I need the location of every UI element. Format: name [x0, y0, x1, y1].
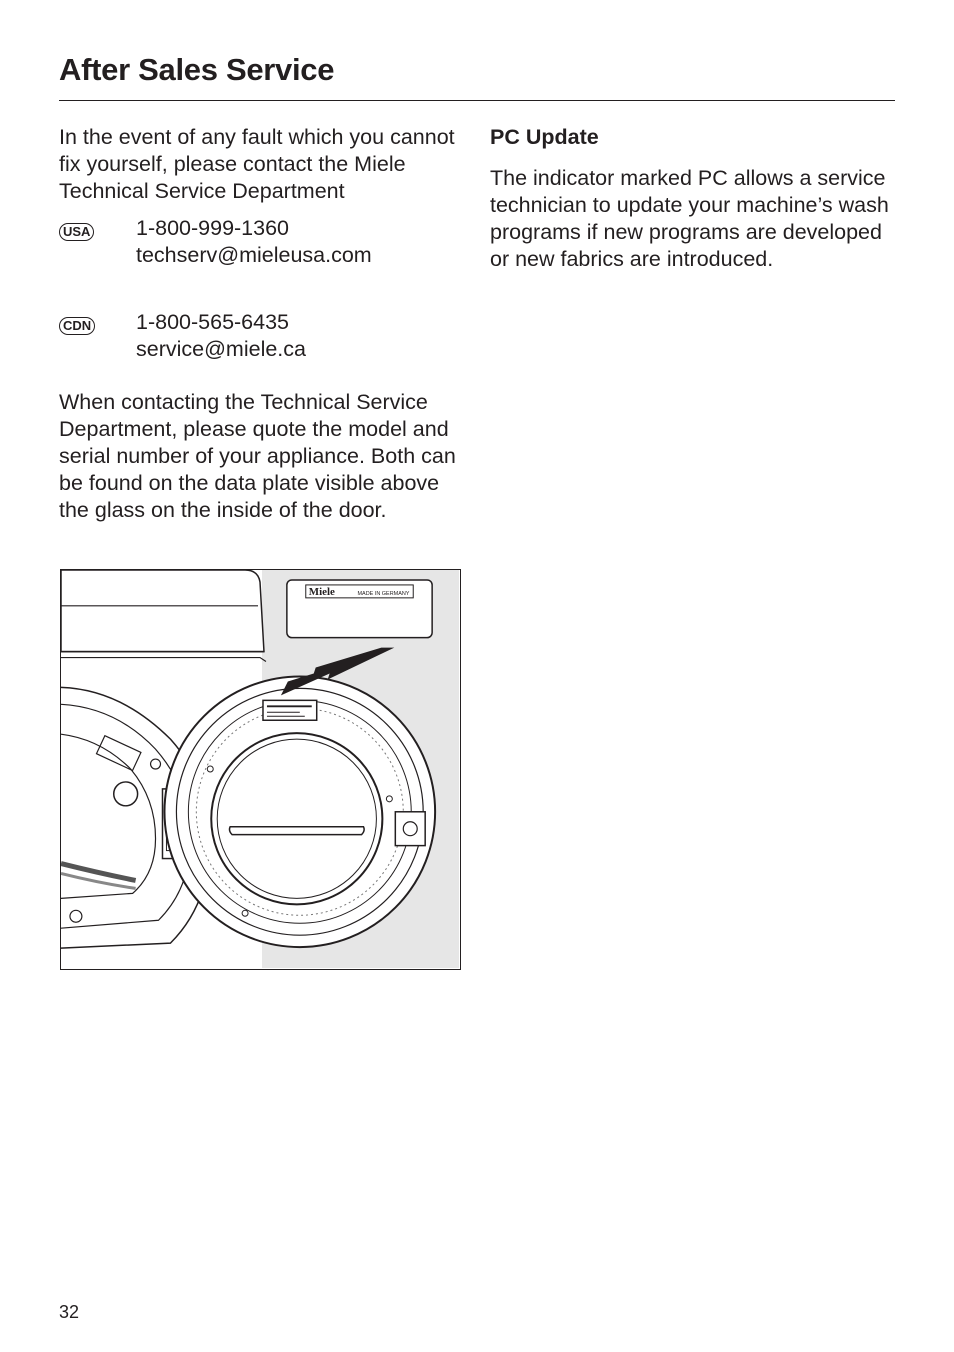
usa-phone: 1-800-999-1360 [136, 216, 290, 240]
cdn-badge-icon: CDN [59, 317, 95, 335]
page-title: After Sales Service [59, 52, 335, 87]
right-column [490, 124, 900, 273]
door-data-plate [263, 700, 317, 720]
service-note-text: When contacting the Technical Service Department, please quote the model and serial number of your appliance. Both can be found on the data plate visible above the glass on the inside of the door. [59, 390, 456, 522]
page-number: 32 [59, 1302, 80, 1322]
intro-text: In the event of any fault which you cannot fix yourself, please contact the Miele Technical Service Department [59, 125, 455, 203]
cdn-email: service@miele.ca [136, 337, 306, 361]
door-handle [395, 812, 425, 846]
plate-origin: MADE IN GERMANY [357, 590, 410, 597]
pc-update-heading: PC Update [490, 125, 599, 149]
control-panel [61, 570, 264, 652]
door-glass [211, 733, 382, 904]
contact-cdn [59, 310, 469, 371]
contact-usa-lines [136, 215, 372, 269]
contact-usa [59, 216, 469, 277]
usa-badge-icon: USA [59, 223, 94, 241]
washer-door-drawing [61, 570, 459, 968]
plate-brand: Miele [308, 585, 335, 598]
title-divider [59, 100, 895, 101]
usa-email: techserv@mieleusa.com [136, 243, 372, 267]
cdn-phone: 1-800-565-6435 [136, 310, 290, 334]
contact-cdn-lines [136, 309, 306, 363]
washer-door-illustration [60, 569, 461, 970]
left-column [59, 124, 469, 524]
pc-update-text: The indicator marked PC allows a service technician to update your machine’s wash programs if new programs are developed or new fabrics are introduced. [490, 166, 889, 271]
